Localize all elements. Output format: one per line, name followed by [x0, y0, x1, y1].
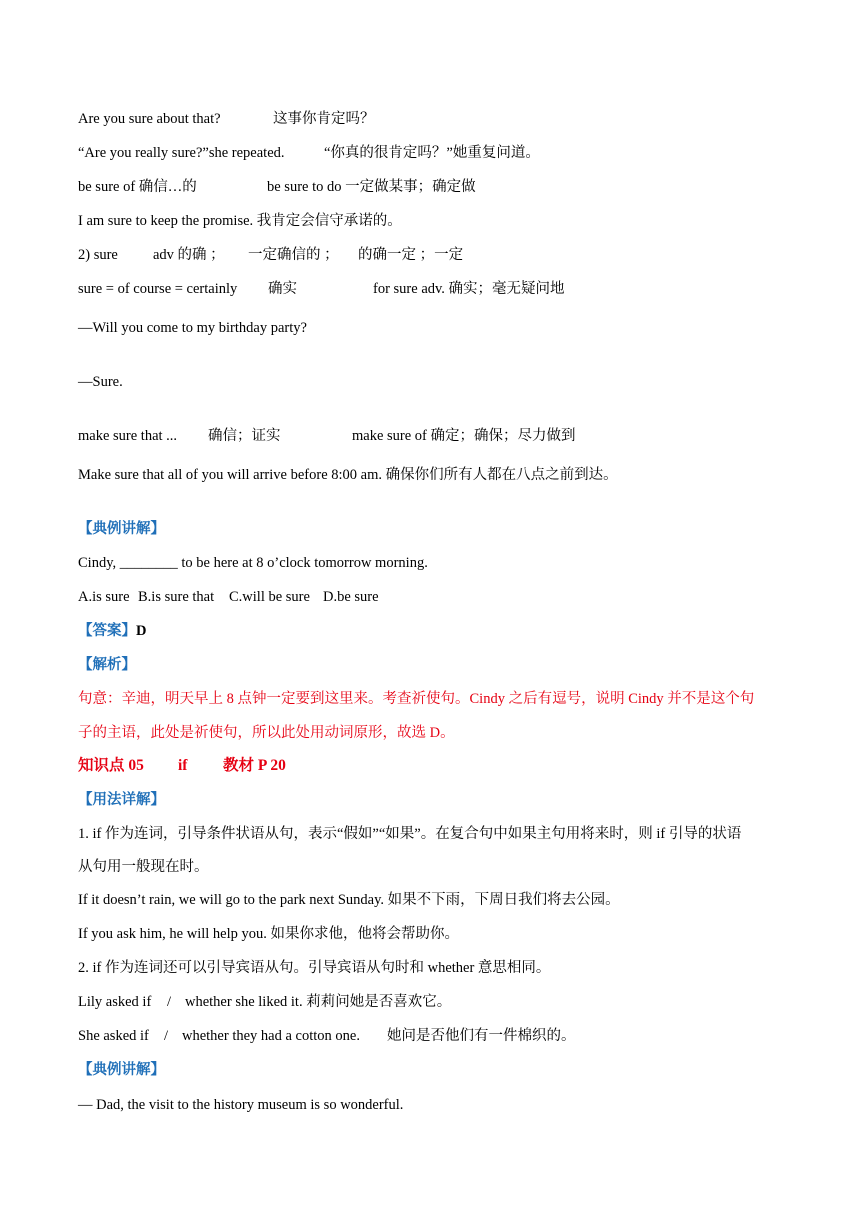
usage-text-2: 从句用一般现在时。 — [78, 859, 209, 875]
dialogue-line-dad: — Dad, the visit to the history museum is so wonderful. — [78, 1097, 404, 1113]
dialogue-question: —Will you come to my birthday party? — [78, 320, 307, 336]
analysis-text-1: 句意：辛迪，明天早上 8 点钟一定要到这里来。考查祈使句。Cindy 之后有逗号，说明 Cindy 并不是这个句 — [78, 691, 755, 707]
section-heading-example-2: 【典例讲解】 — [78, 1062, 165, 1078]
example-sentence-4: Make sure that all of you will arrive before 8:00 am. 确保你们所有人都在八点之前到达。 — [78, 467, 618, 483]
example-sentence-3: I am sure to keep the promise. 我肯定会信守承诺的。 — [78, 213, 402, 229]
section-heading-usage: 【用法详解】 — [78, 792, 165, 808]
analysis-text-2: 子的主语，此处是祈使句，所以此处用动词原形，故选 D。 — [78, 725, 455, 741]
exercise-question: Cindy, ________ to be here at 8 o’clock tomorrow morning. — [78, 555, 428, 571]
usage-example-2: If you ask him, he will help you. 如果你求他，他将会帮助你。 — [78, 926, 459, 942]
section-heading-example: 【典例讲解】 — [78, 521, 165, 537]
usage-text-1: 1. if 作为连词，引导条件状语从句，表示“假如”“如果”。在复合句中如果主句用将来时，则 if 引导的状语 — [78, 826, 742, 842]
usage-text-3: 2. if 作为连词还可以引导宾语从句。引导宾语从句时和 whether 意思相同。 — [78, 960, 551, 976]
section-heading-analysis: 【解析】 — [78, 657, 136, 673]
dialogue-answer: —Sure. — [78, 374, 123, 390]
answer-line: 【答案】D — [78, 623, 147, 639]
usage-example-1: If it doesn’t rain, we will go to the park next Sunday. 如果不下雨，下周日我们将去公园。 — [78, 892, 620, 908]
document-page: Are you sure about that? 这事你肯定吗？ “Are you really sure?”she repeated. “你真的很肯定吗？”她重复问道。 be sure of 确信…的 be sure to do 一定做某事；确定做 I am sure to keep the promise. 我肯定会信守承诺的。 2) sure adv 的确 ； 一定确信的 ； 的确一定 ；一定 sure = of course = certainly 确实 for sure adv. 确实；毫无疑问地 —Will you come to my birthday party? —Sure. make sure that ... 确信；证实 make sure of 确定；确保；尽力做到 Make sure that all of you will arrive before 8:00 am. 确保你们所有人都在八点之前到达。 【典例讲解】 Cindy, ________ to be here at 8 o’clock tomorrow morning. A.is sure B.is sure that C.will be sure D.be sure 【答案】D 【解析】 句意：辛迪，明天早上 8 点钟一定要到这里来。考查祈使句。Cindy 之后有逗号，说明 Cindy 并不是这个句 子的主语，此处是祈使句，所以此处用动词原形，故选 D。 知识点 05 if 教材 P 20 【用法详解】 1. if 作为连词，引导条件状语从句，表示“假如”“如果”。在复合句中如果主句用将来时，则 if 引导的状语 从句用一般现在时。 If it doesn’t rain, we will go to the park next Sunday. 如果不下雨，下周日我们将去公园。 If you ask him, he will help you. 如果你求他，他将会帮助你。 2. if 作为连词还可以引导宾语从句。引导宾语从句时和 whether 意思相同。 Lily asked if / whether she liked it. 莉莉问她是否喜欢它。 She asked if / whether they had a cotton one. 她问是否他们有一件棉织的。 【典例讲解】 — Dad, the visit to the history museum is so wonderful. — [78, 111, 755, 1113]
